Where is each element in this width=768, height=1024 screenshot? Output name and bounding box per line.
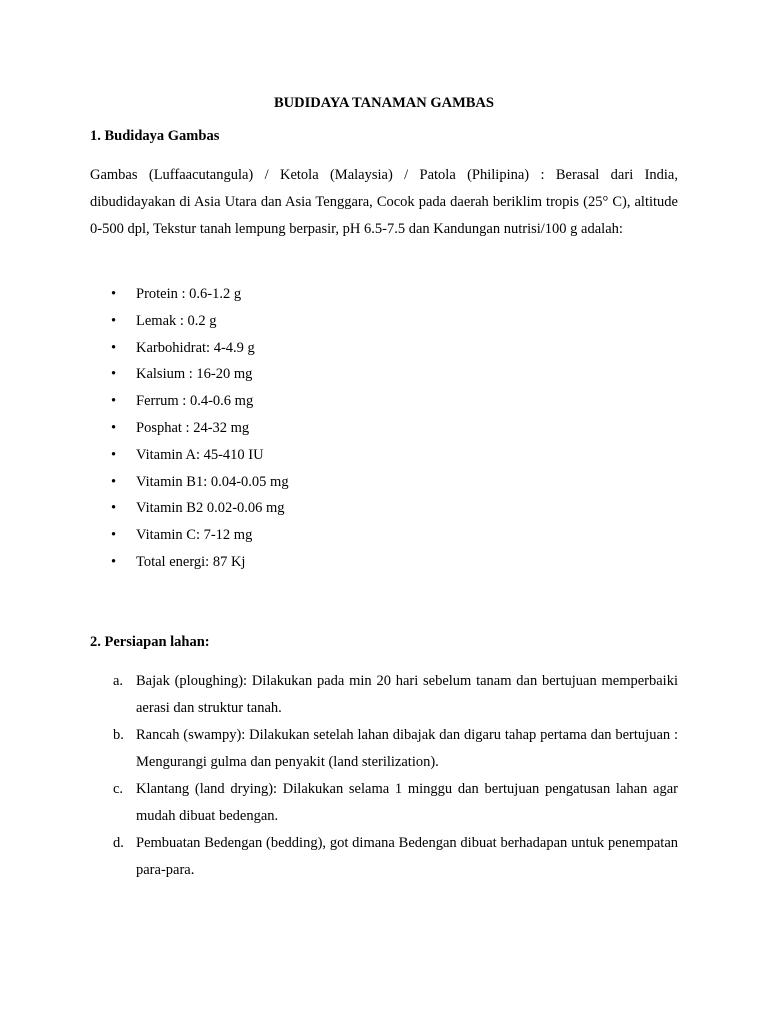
nutrient-text: Vitamin A: 45-410 IU [136,446,264,463]
bullet-icon: • [111,366,117,383]
list-item [90,442,678,469]
bullet-icon: • [111,553,117,570]
step-text: Klantang (land drying): Dilakukan selama 1 minggu dan bertujuan pengatusan lahan agar mudah dibuat bedengan. [136,781,678,824]
list-item [90,388,678,415]
bullet-icon: • [111,527,117,544]
list-item [90,281,678,308]
bullet-icon: • [111,393,117,410]
bullet-icon: • [111,339,117,356]
bullet-icon: • [111,473,117,490]
list-marker: c. [113,781,124,797]
list-item [90,495,678,522]
section-2-heading: 2. Persiapan lahan: [90,634,210,650]
list-item [90,549,678,576]
list-item [90,830,678,884]
nutrient-text: Vitamin B1: 0.04-0.05 mg [136,473,289,490]
document-title: BUDIDAYA TANAMAN GAMBAS [274,95,494,111]
list-item [90,668,678,722]
nutrient-text: Posphat : 24-32 mg [136,419,250,436]
list-item [90,522,678,549]
section-1-paragraph: Gambas (Luffaacutangula) / Ketola (Malaysia) / Patola (Philipina) : Berasal dari India, dibudidayakan di Asia Utara dan Asia Tenggara, Cocok pada daerah beriklim tropis (25° C), altitude 0-500 dpl, Tekstur tanah lempung berpasir, pH 6.5-7.5 dan Kandungan nutrisi/100 g adalah: [90,167,678,237]
nutrient-text: Lemak : 0.2 g [136,312,217,329]
bullet-icon: • [111,500,117,517]
list-item [90,308,678,335]
list-item [90,776,678,830]
bullet-icon: • [111,446,117,463]
step-text: Rancah (swampy): Dilakukan setelah lahan dibajak dan digaru tahap pertama dan bertujuan : Mengurangi gulma dan penyakit (land sterilization). [136,727,678,770]
section-1-heading: 1. Budidaya Gambas [90,128,220,144]
nutrient-text: Total energi: 87 Kj [136,553,246,570]
bullet-icon: • [111,419,117,436]
list-item [90,361,678,388]
bullet-icon: • [111,312,117,329]
bullet-icon: • [111,286,117,302]
nutrient-text: Vitamin B2 0.02-0.06 mg [136,500,285,517]
list-item [90,469,678,496]
nutrient-list [90,281,678,576]
list-marker: d. [113,835,124,851]
list-item [90,415,678,442]
land-preparation-list [90,668,678,884]
step-text: Bajak (ploughing): Dilakukan pada min 20 hari sebelum tanam dan bertujuan memperbaiki aerasi dan struktur tanah. [136,673,678,716]
list-item [90,722,678,776]
step-text: Pembuatan Bedengan (bedding), got dimana Bedengan dibuat berhadapan untuk penempatan para-para. [136,835,678,878]
list-item [90,335,678,362]
nutrient-text: Kalsium : 16-20 mg [136,366,253,383]
nutrient-text: Vitamin C: 7-12 mg [136,527,253,544]
list-marker: a. [113,673,124,689]
nutrient-text: Karbohidrat: 4-4.9 g [136,339,255,356]
nutrient-text: Protein : 0.6-1.2 g [136,286,242,302]
nutrient-text: Ferrum : 0.4-0.6 mg [136,393,254,410]
list-marker: b. [113,727,124,743]
